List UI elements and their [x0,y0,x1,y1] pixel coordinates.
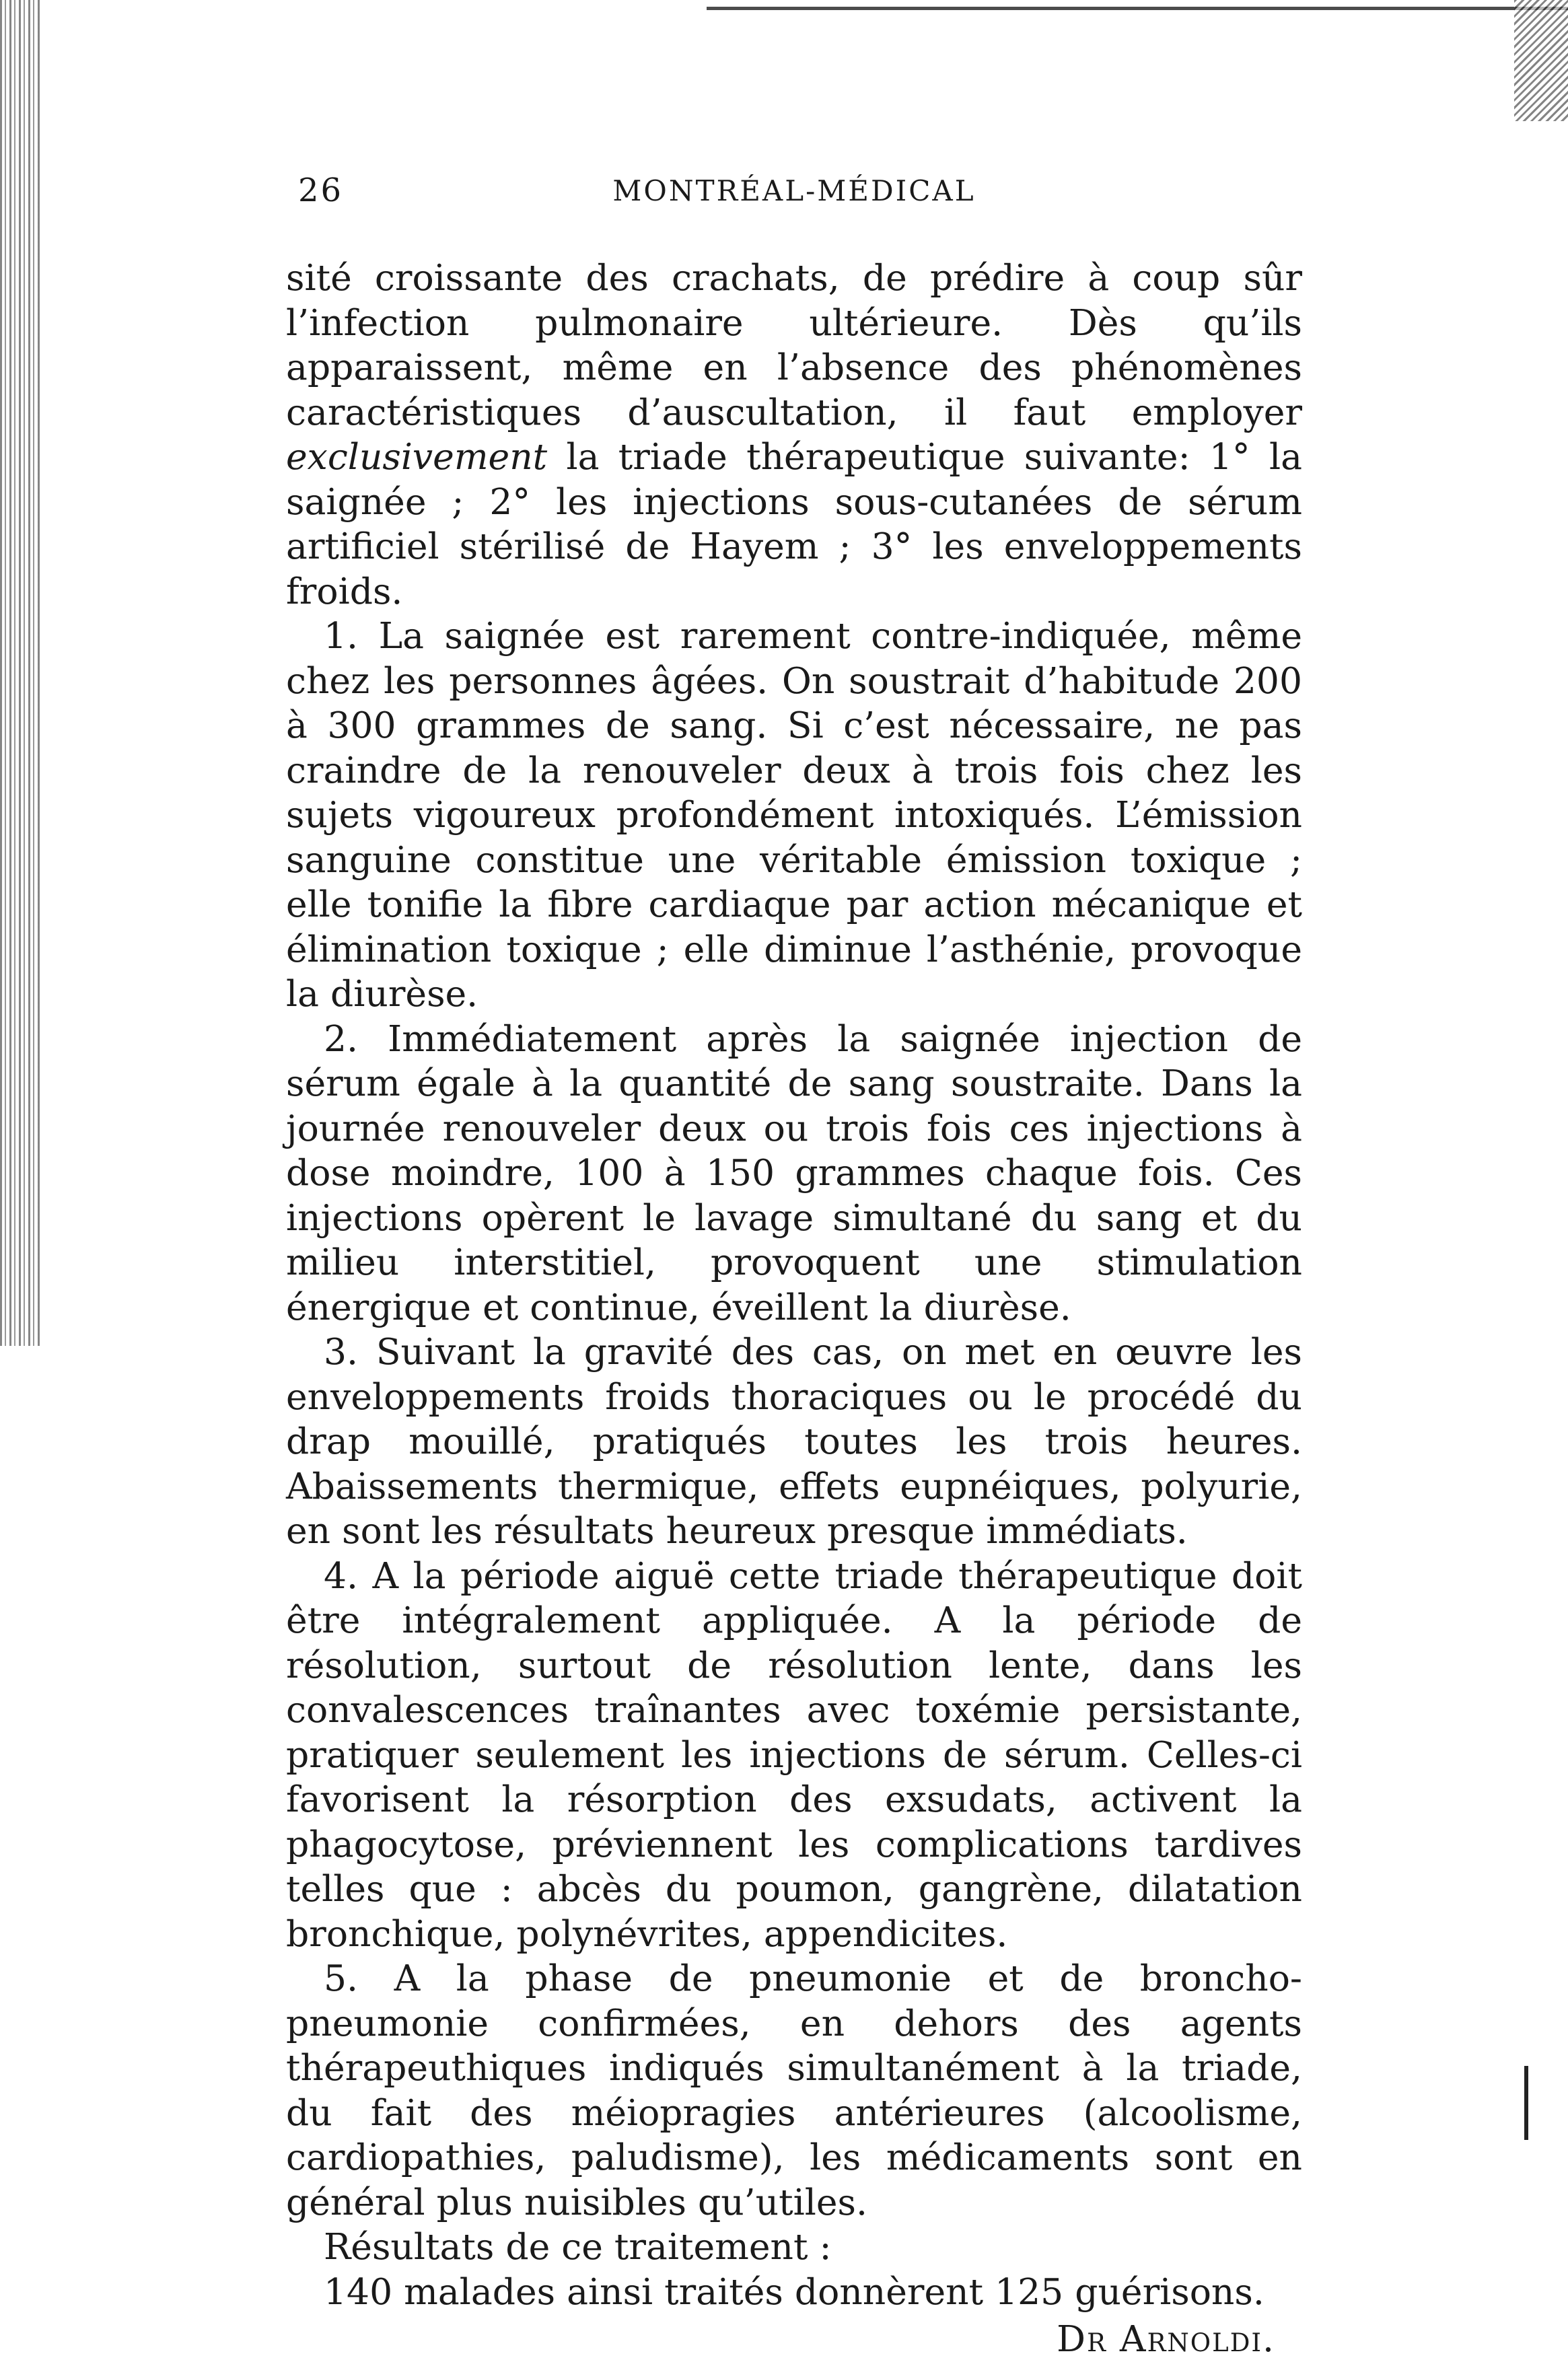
paragraph-periode-aigue: 4. A la période aiguë cette triade thérapeutique doit être intégralement appliquée. A la période de résolution, surtout de résolution lente, dans les convalescences traînantes avec toxémie persistante, pratiquer seulement les injections de sérum. Celles-ci favorisent la résorption des exsudats, activent la phagocytose, préviennent les complications tardives telles que : abcès du poumon, gangrène, dilatation bronchique, polynévrites, appendicites. [286,1554,1302,1955]
paragraph-intro-part2: la triade thérapeutique suivante: 1° la saignée ; 2° les injections sous-cutanées de sérum artificiel stérilisé de Hayem ; 3° les enveloppements froids. [286,435,1302,612]
scan-border-left [0,0,40,1346]
paragraph-pneumonie: 5. A la phase de pneumonie et de broncho-pneumonie confirmées, en dehors des agents thérapeuthiques indiqués simultanément à la triade, du fait des méiopragies antérieures (alcoolisme, cardiopathies, paludisme), les médicaments sont en général plus nuisibles qu’utiles. [286,1957,1302,2223]
author-signature: Dr Arnoldi. [1057,2318,1275,2360]
results-line: 140 malades ainsi traités donnèrent 125 guérisons. [324,2270,1264,2313]
article-body [286,256,1302,2270]
running-head [286,172,1302,219]
results-heading: Résultats de ce traitement : [324,2225,832,2268]
paragraph-intro [286,256,1302,614]
scan-mark-right [1524,2066,1528,2140]
paragraph-serum: 2. Immédiatement après la saignée injection de sérum égale à la quantité de sang soustraite. Dans la journée renouveler deux ou trois fois ces injections à dose moindre, 100 à 150 grammes chaque fois. Ces injections opèrent le lavage simultané du sang et du milieu interstitiel, provoquent une stimulation énergique et continue, éveillent la diurèse. [286,1017,1302,1328]
paragraph-saignee: 1. La saignée est rarement contre-indiquée, même chez les personnes âgées. On soustrait d’habitude 200 à 300 grammes de sang. Si c’est nécessaire, ne pas craindre de la renouveler deux à trois fois chez les sujets vigoureux profondément intoxiqués. L’émission sanguine constitue une véritable émission toxique ; elle tonifie la fibre cardiaque par action mécanique et élimination toxique ; elle diminue l’asthénie, provoque la diurèse. [286,614,1302,1015]
paragraph-intro-part1: sité croissante des crachats, de prédire à coup sûr l’infection pulmonaire ultérieure. Dès qu’ils apparaissent, même en l’absence des phénomènes caractéristiques d’auscultation, il faut employer [286,256,1302,433]
journal-title: MONTRÉAL-MÉDICAL [612,174,976,207]
paragraph-enveloppements: 3. Suivant la gravité des cas, on met en œuvre les enveloppements froids thoraciques ou le procédé du drap mouillé, pratiqués toutes les trois heures. Abaissements thermique, effets eupnéiques, polyurie, en sont les résultats heureux presque immédiats. [286,1330,1302,1552]
page-number: 26 [298,172,344,209]
scan-border-top [707,7,1568,16]
emphasis-exclusivement: exclusivement [286,435,548,478]
document-page [286,172,1302,2362]
scan-border-corner [1514,0,1568,121]
